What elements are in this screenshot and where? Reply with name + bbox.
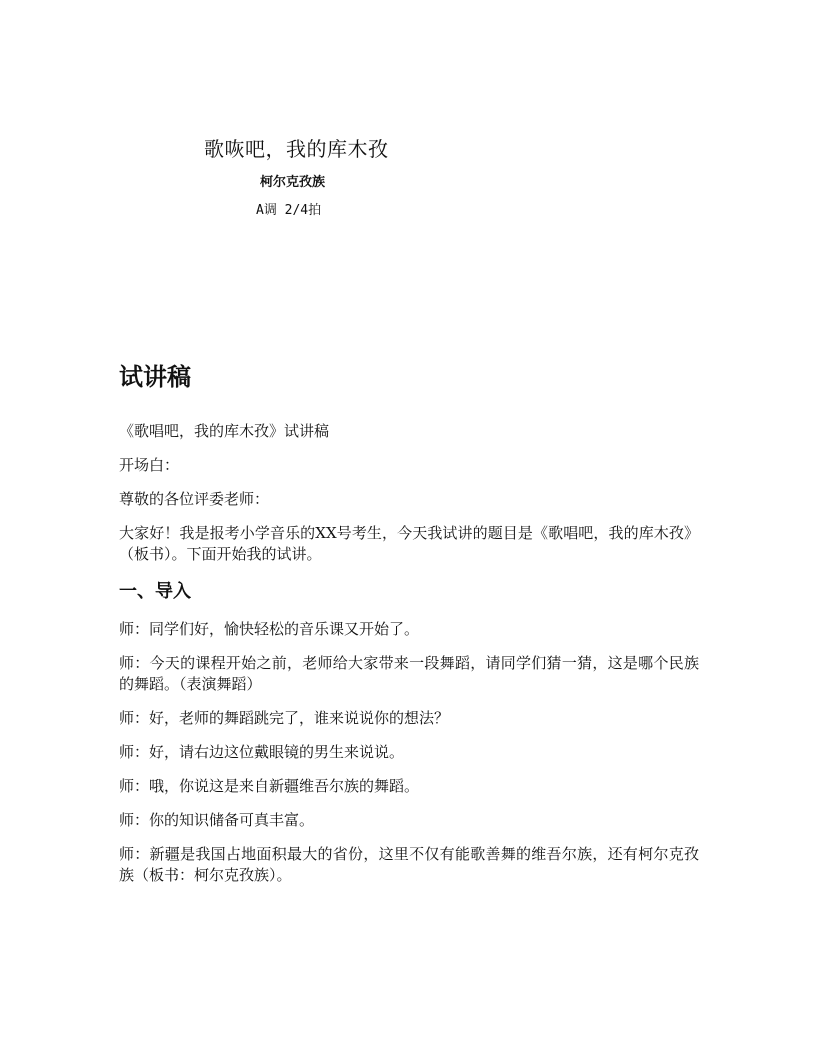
paragraph-dialogue: 师：今天的课程开始之前，老师给大家带来一段舞蹈，请同学们猜一猜，这是哪个民族的舞蹈。（表演舞蹈）: [119, 654, 699, 693]
document-title: 试讲稿: [119, 363, 191, 391]
document-body: [119, 359, 699, 886]
song-title: 歌咴吧，我的库木孜: [204, 137, 389, 161]
paragraph-greeting: 尊敬的各位评委老师：: [119, 490, 270, 508]
paragraph-opening: 开场白：: [119, 456, 180, 474]
paragraph-introduction: 大家好！我是报考小学音乐的XX号考生，今天我试讲的题目是《歌唱吧，我的库木孜》（板书）。下面开始我的试讲。: [119, 524, 699, 563]
paragraph-dialogue: 师：哦，你说这是来自新疆维吾尔族的舞蹈。: [119, 777, 420, 795]
paragraph-dialogue: 师：好，请右边这位戴眼镜的男生来说说。: [119, 743, 405, 761]
paragraph-dialogue: 师：你的知识储备可真丰富。: [119, 811, 315, 829]
song-header: [204, 136, 414, 226]
paragraph-lesson-title: 《歌唱吧，我的库木孜》试讲稿: [119, 422, 330, 440]
song-key-meter: A调 2/4拍: [256, 203, 322, 218]
song-ethnicity: 柯尔克孜族: [260, 175, 326, 190]
paragraph-dialogue: 师：好，老师的舞蹈跳完了，谁来说说你的想法？: [119, 709, 450, 727]
section-heading-intro: 一、导入: [119, 581, 191, 602]
paragraph-dialogue: 师：同学们好，愉快轻松的音乐课又开始了。: [119, 620, 420, 638]
paragraph-dialogue: 师：新疆是我国占地面积最大的省份，这里不仅有能歌善舞的维吾尔族，还有柯尔克孜族（板书：柯尔克孜族）。: [119, 845, 699, 884]
